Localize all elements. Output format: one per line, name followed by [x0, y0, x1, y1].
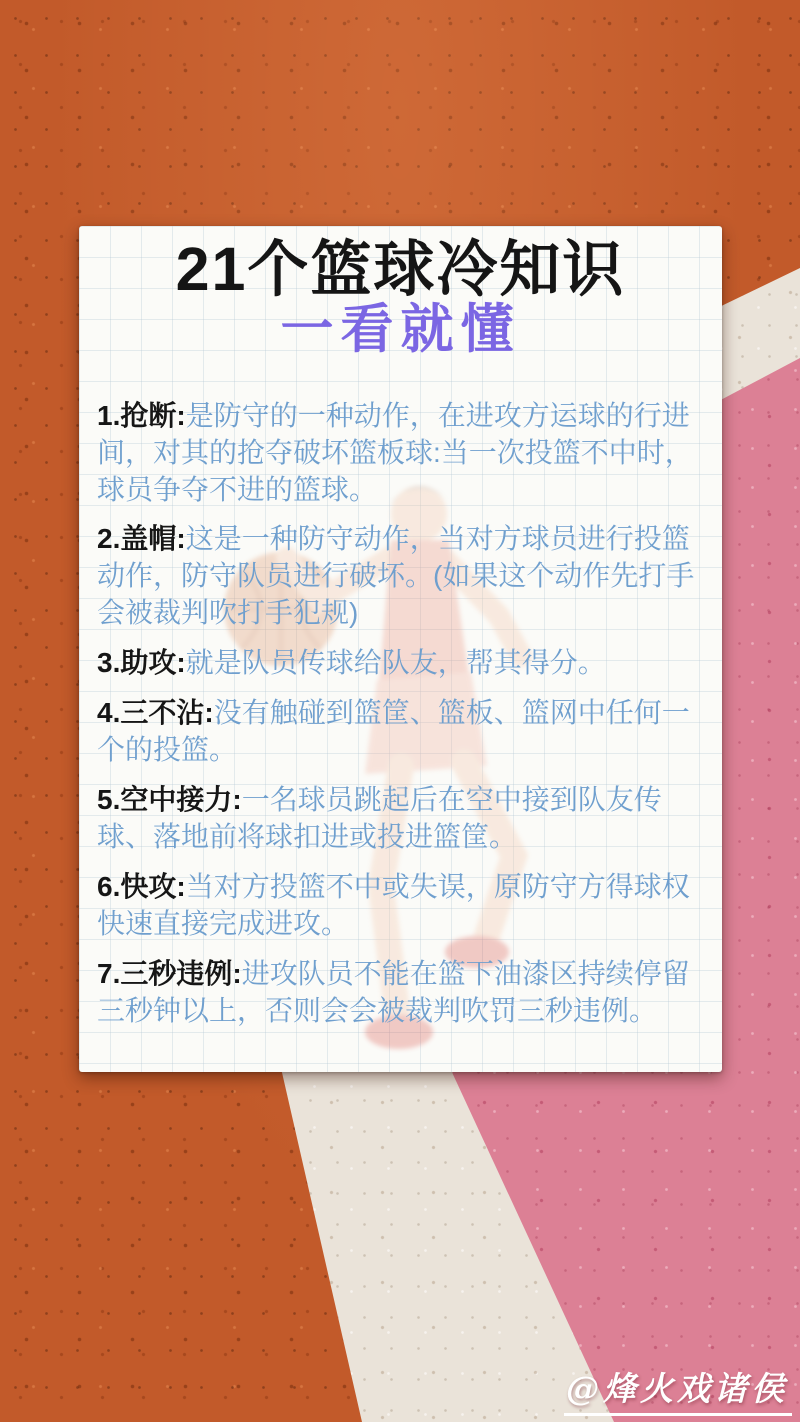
knowledge-list	[97, 398, 709, 1030]
term-description: 当对方投篮不中或失误，原防守方得球权快速直接完成进攻。	[97, 871, 690, 940]
term-description: 没有触碰到篮筐、篮板、篮网中任何一个的投篮。	[97, 697, 690, 766]
content-card	[79, 226, 722, 1072]
term-description: 这是一种防守动作，当对方球员进行投篮动作，防守队员进行破坏。(如果这个动作先打手会被裁判吹打手犯规)	[97, 523, 695, 629]
term-label: 6.快攻:	[97, 871, 186, 903]
poster-title: 21个篮球冷知识	[175, 235, 626, 303]
list-item	[97, 956, 709, 1030]
poster-subtitle: 一看就懂	[280, 299, 521, 359]
term-description: 一名球员跳起后在空中接到队友传球、落地前将球扣进或投进篮筐。	[97, 784, 662, 853]
term-label: 3.助攻:	[97, 647, 186, 679]
term-label: 1.抢断:	[97, 399, 186, 431]
list-item	[97, 521, 709, 632]
term-description: 是防守的一种动作，在进攻方运球的行进间，对其的抢夺破坏篮板球:当一次投篮不中时，球员争夺不进的篮球。	[97, 399, 693, 505]
term-label: 4.三不沾:	[97, 697, 214, 729]
list-item	[97, 695, 709, 769]
term-label: 7.三秒违例:	[97, 958, 242, 989]
author-watermark: @烽火戏诸侯	[564, 1363, 792, 1416]
list-item	[97, 869, 709, 943]
list-item	[97, 398, 709, 509]
list-item	[97, 645, 709, 682]
term-description: 就是队员传球给队友，帮其得分。	[185, 647, 606, 679]
term-label: 5.空中接力:	[97, 784, 242, 816]
term-label: 2.盖帽:	[97, 523, 186, 555]
list-item	[97, 782, 709, 856]
term-description: 进攻队员不能在篮下油漆区持续停留三秒钟以上，否则会会被裁判吹罚三秒违例。	[97, 958, 690, 1026]
